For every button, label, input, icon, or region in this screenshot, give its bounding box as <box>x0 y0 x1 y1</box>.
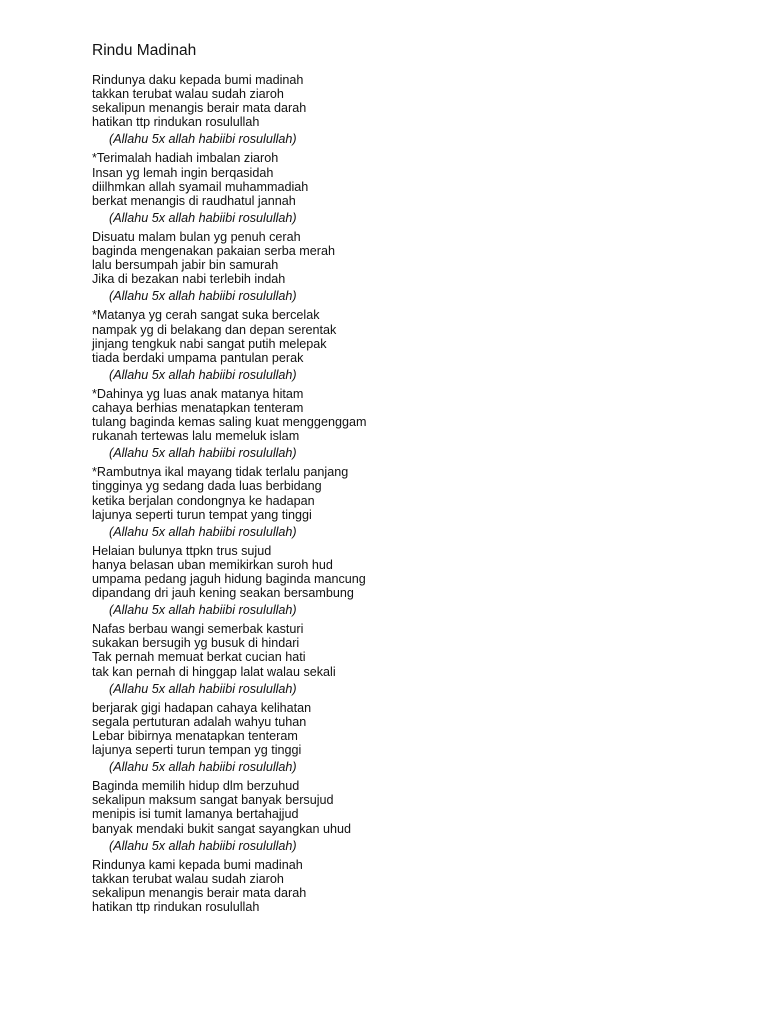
refrain-line: (Allahu 5x allah habiibi rosulullah) <box>109 838 297 853</box>
stanza <box>92 858 768 914</box>
lyric-line: *Matanya yg cerah sangat suka bercelak <box>92 308 320 323</box>
refrain-line: (Allahu 5x allah habiibi rosulullah) <box>109 289 297 304</box>
refrain-line: (Allahu 5x allah habiibi rosulullah) <box>109 681 297 696</box>
lyric-line: Rindunya daku kepada bumi madinah <box>92 73 304 87</box>
lyric-line: segala pertuturan adalah wahyu tuhan <box>92 714 307 729</box>
lyric-line: banyak mendaki bukit sangat sayangkan uhud <box>92 821 352 836</box>
lyric-line: Rindunya kami kepada bumi madinah <box>92 857 303 872</box>
song-title: Rindu Madinah <box>92 42 197 59</box>
lyric-line: lajunya seperti turun tempan yg tinggi <box>92 743 302 758</box>
stanza <box>92 151 768 224</box>
lyric-line: lalu bersumpah jabir bin samurah <box>92 258 279 273</box>
lyric-line: ketika berjalan condongnya ke hadapan <box>92 493 315 508</box>
refrain-line: (Allahu 5x allah habiibi rosulullah) <box>109 524 297 539</box>
lyric-line: rukanah tertewas lalu memeluk islam <box>92 429 300 444</box>
lyric-line: Jika di bezakan nabi terlebih indah <box>92 272 286 287</box>
refrain-line: (Allahu 5x allah habiibi rosulullah) <box>109 367 297 382</box>
lyric-line: takkan terubat walau sudah ziaroh <box>92 87 284 102</box>
lyrics-body <box>92 73 768 914</box>
lyric-line: *Terimalah hadiah imbalan ziaroh <box>92 151 279 166</box>
stanza <box>92 779 768 852</box>
lyric-line: Helaian bulunya ttpkn trus sujud <box>92 543 272 558</box>
lyric-line: berkat menangis di raudhatul jannah <box>92 193 296 208</box>
lyric-line: baginda mengenakan pakaian serba merah <box>92 244 335 259</box>
lyric-line: menipis isi tumit lamanya bertahajjud <box>92 807 299 822</box>
lyric-line: Tak pernah memuat berkat cucian hati <box>92 650 306 665</box>
refrain-line: (Allahu 5x allah habiibi rosulullah) <box>109 132 297 147</box>
lyric-line: Insan yg lemah ingin berqasidah <box>92 165 274 180</box>
lyric-line: diilhmkan allah syamail muhammadiah <box>92 179 309 194</box>
refrain-line: (Allahu 5x allah habiibi rosulullah) <box>109 210 297 225</box>
lyric-line: hatikan ttp rindukan rosulullah <box>92 115 260 130</box>
stanza <box>92 73 768 146</box>
lyric-line: sekalipun maksum sangat banyak bersujud <box>92 793 334 808</box>
stanza <box>92 701 768 774</box>
lyric-line: hatikan ttp rindukan rosulullah <box>92 899 260 914</box>
lyric-line: hanya belasan uban memikirkan suroh hud <box>92 557 333 572</box>
lyric-line: dipandang dri jauh kening seakan bersambung <box>92 586 354 601</box>
refrain-line: (Allahu 5x allah habiibi rosulullah) <box>109 603 297 618</box>
lyric-line: umpama pedang jaguh hidung baginda mancung <box>92 572 366 586</box>
lyric-line: sekalipun menangis berair mata darah <box>92 101 307 116</box>
refrain-line: (Allahu 5x allah habiibi rosulullah) <box>109 446 297 461</box>
lyric-line: *Dahinya yg luas anak matanya hitam <box>92 386 304 401</box>
lyric-line: Nafas berbau wangi semerbak kasturi <box>92 622 304 637</box>
lyric-line: nampak yg di belakang dan depan serentak <box>92 322 337 337</box>
stanza <box>92 230 768 303</box>
lyric-line: cahaya berhias menatapkan tenteram <box>92 400 304 415</box>
lyric-line: Baginda memilih hidup dlm berzuhud <box>92 779 300 794</box>
lyric-line: lajunya seperti turun tempat yang tinggi <box>92 507 312 522</box>
lyric-line: tingginya yg sedang dada luas berbidang <box>92 479 322 494</box>
stanza <box>92 622 768 695</box>
lyric-line: takkan terubat walau sudah ziaroh <box>92 871 284 886</box>
lyric-line: sukakan bersugih yg busuk di hindari <box>92 636 300 651</box>
stanza <box>92 308 768 381</box>
lyric-line: *Rambutnya ikal mayang tidak terlalu panjang <box>92 465 349 480</box>
lyric-line: sekalipun menangis berair mata darah <box>92 885 307 900</box>
stanza <box>92 465 768 538</box>
lyric-line: Disuatu malam bulan yg penuh cerah <box>92 229 301 244</box>
lyric-line: Lebar bibirnya menatapkan tenteram <box>92 728 298 743</box>
lyric-line: tiada berdaki umpama pantulan perak <box>92 350 304 365</box>
stanza <box>92 544 768 617</box>
stanza <box>92 387 768 460</box>
lyric-line: tulang baginda kemas saling kuat menggenggam <box>92 415 367 430</box>
lyric-line: jinjang tengkuk nabi sangat putih melepak <box>92 336 327 351</box>
lyric-line: berjarak gigi hadapan cahaya kelihatan <box>92 700 312 715</box>
refrain-line: (Allahu 5x allah habiibi rosulullah) <box>109 760 297 775</box>
lyric-line: tak kan pernah di hinggap lalat walau sekali <box>92 664 336 679</box>
